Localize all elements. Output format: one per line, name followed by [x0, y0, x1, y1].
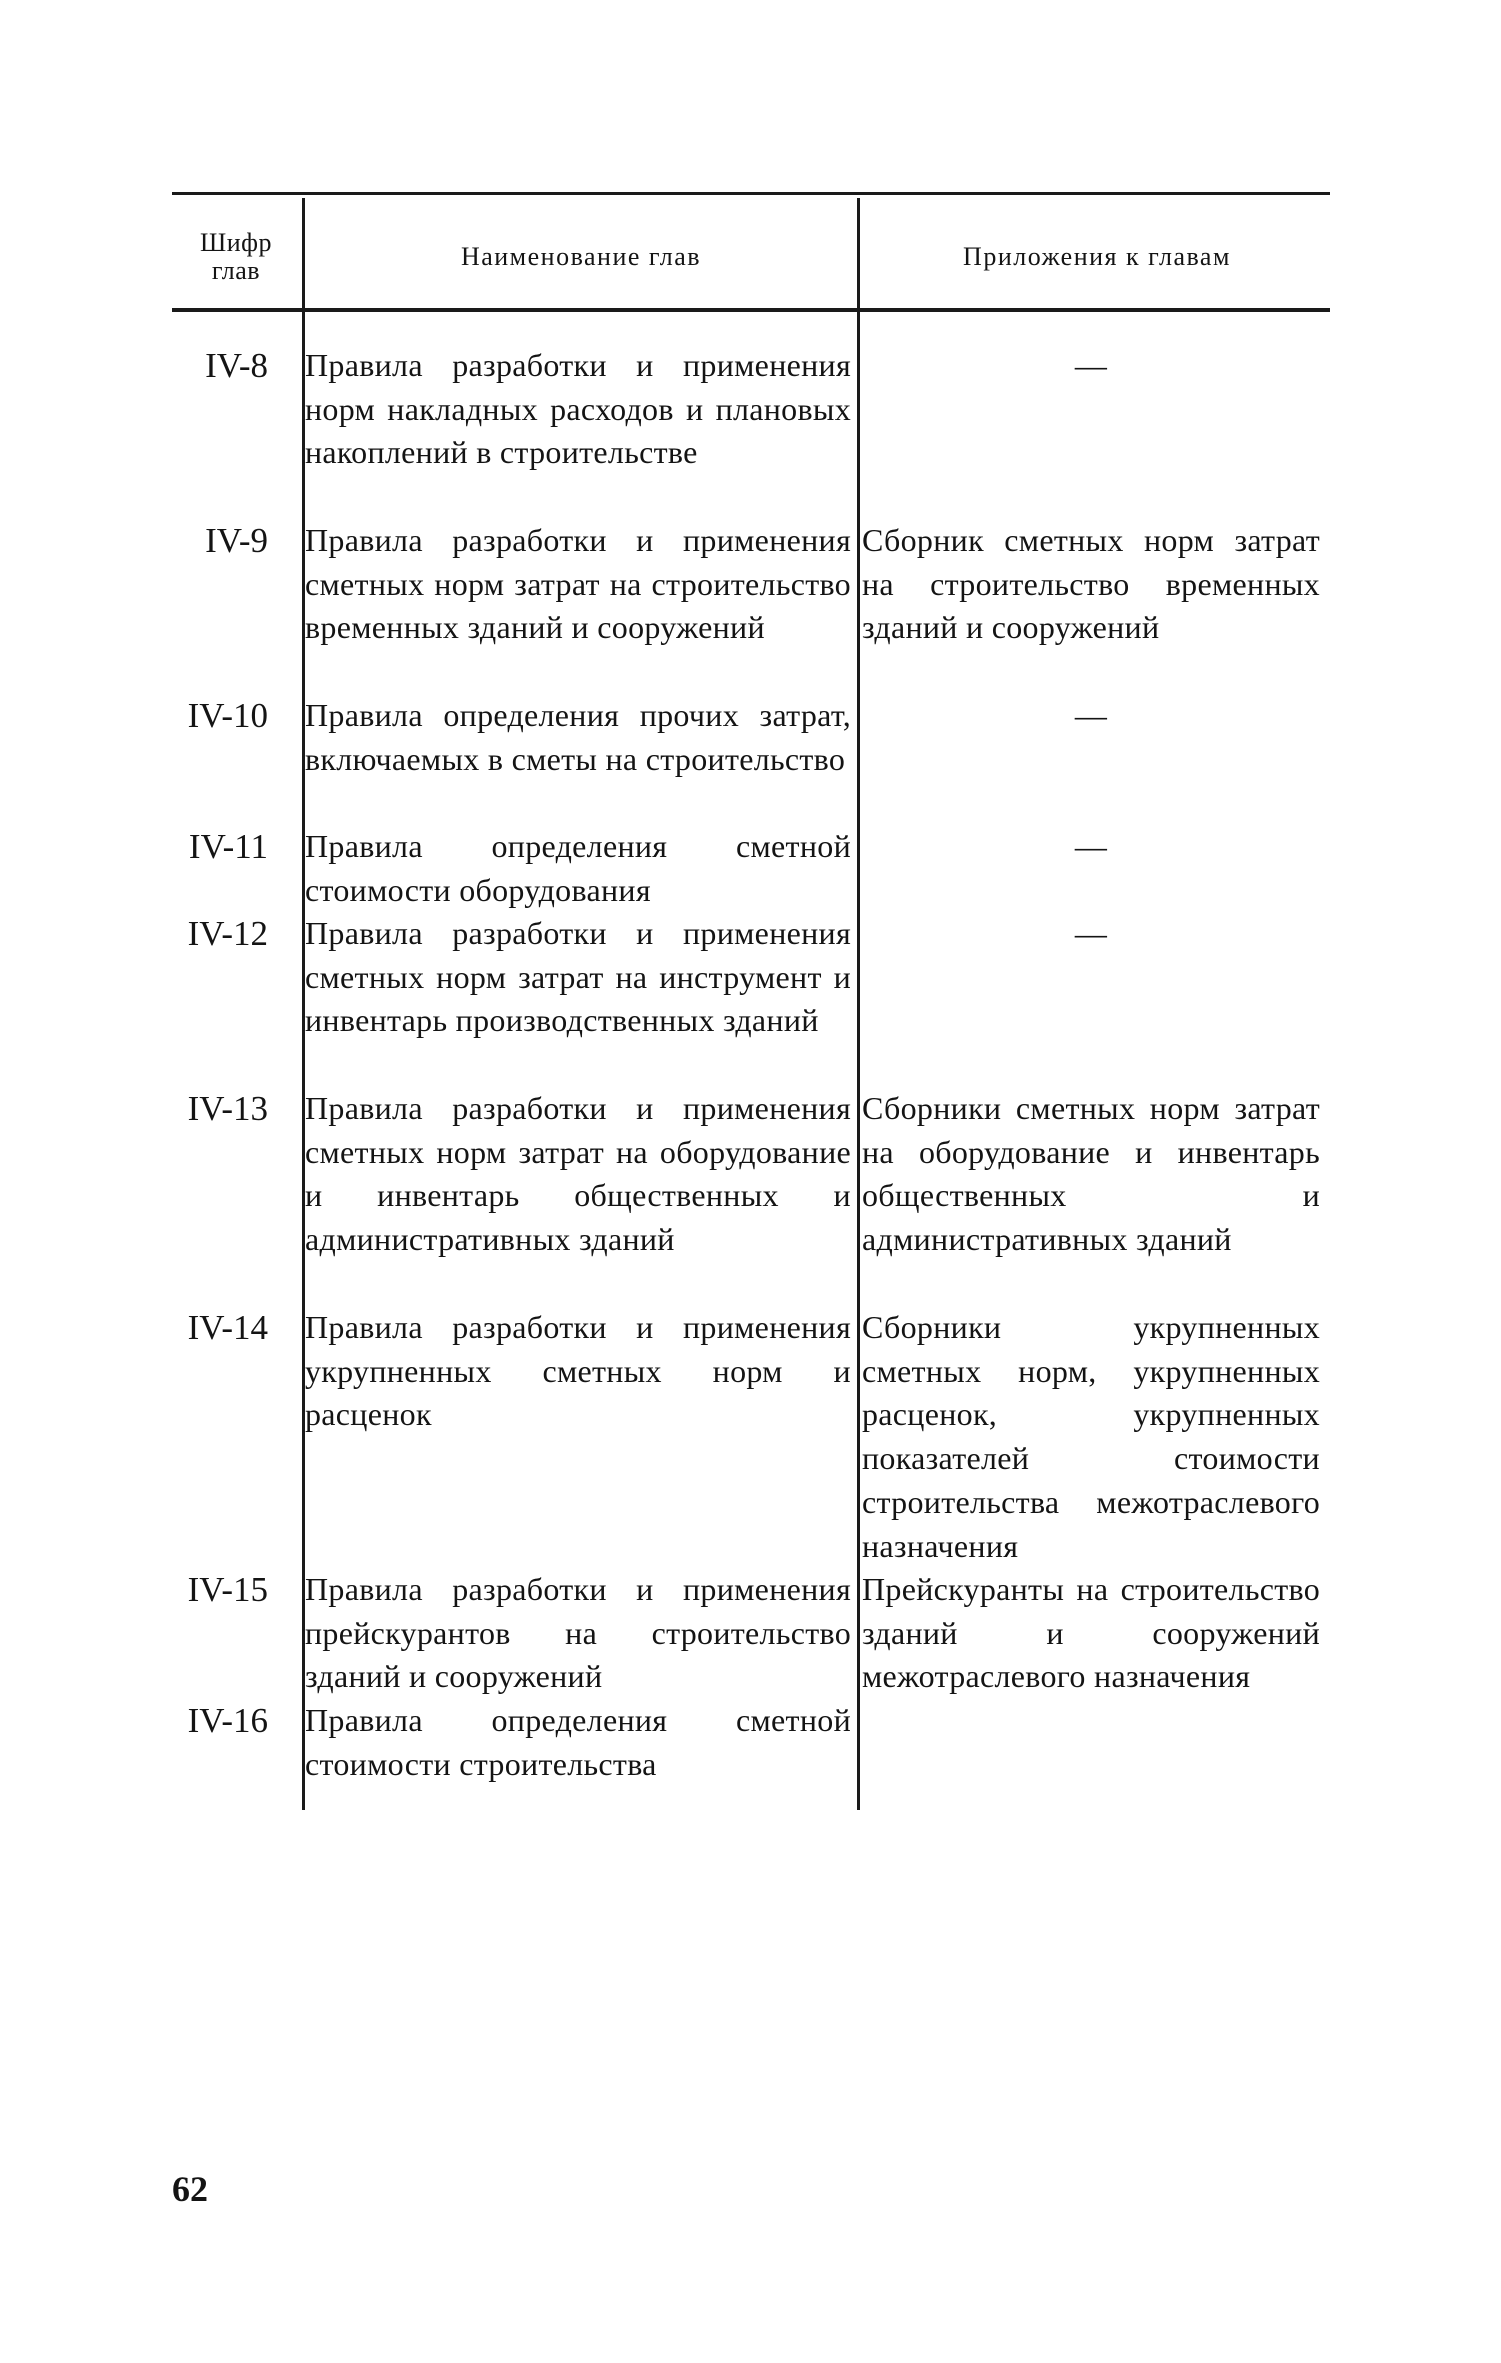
header-name: Наименование глав — [460, 242, 702, 271]
page-number: 62 — [172, 2169, 208, 2209]
table-row — [172, 344, 1330, 519]
chapter-name: Правила разработки и применения прейскурантов на строительство зданий и сооружений — [305, 1571, 851, 1695]
table-row — [172, 1087, 1330, 1306]
table-row — [172, 1306, 1330, 1568]
chapter-code: IV-10 — [187, 696, 268, 735]
chapter-appendix: Прейскуранты на строительство зданий и сооружений межотраслевого назначения — [862, 1571, 1320, 1695]
chapter-appendix: — — [1074, 828, 1108, 864]
table-top-rule — [172, 192, 1330, 195]
chapter-code: IV-16 — [187, 1701, 268, 1740]
table-row — [172, 825, 1330, 912]
table-row — [172, 1568, 1330, 1699]
chapter-code: IV-14 — [187, 1308, 268, 1347]
chapter-appendix: Сборник сметных норм затрат на строительство временных зданий и сооружений — [862, 522, 1320, 646]
chapter-code: IV-8 — [205, 346, 268, 385]
chapter-appendix: Сборники сметных норм затрат на оборудование и инвентарь общественных и административных зданий — [862, 1090, 1320, 1258]
chapter-appendix: — — [1074, 697, 1108, 733]
chapter-name: Правила определения сметной стоимости строительства — [305, 1702, 851, 1782]
chapter-code: IV-13 — [187, 1089, 268, 1128]
table-row — [172, 1699, 1330, 1789]
header-bottom-rule — [172, 308, 1330, 312]
chapter-code: IV-11 — [188, 827, 268, 866]
chapter-name: Правила разработки и применения сметных норм затрат на оборудование и инвентарь общественных и административных зданий — [305, 1090, 851, 1258]
table-row — [172, 912, 1330, 1087]
table-body — [172, 344, 1330, 1789]
chapter-name: Правила определения прочих затрат, включаемых в сметы на строительство — [305, 697, 851, 777]
chapter-appendix: — — [1074, 915, 1108, 951]
chapter-name: Правила разработки и применения сметных норм затрат на инструмент и инвентарь производственных зданий — [305, 915, 851, 1039]
chapter-appendix: — — [1074, 347, 1108, 383]
chapter-appendix: Сборники укрупненных сметных норм, укрупненных расценок, укрупненных показателей стоимости строительства межотраслевого назначения — [862, 1309, 1320, 1564]
chapter-code: IV-15 — [187, 1570, 268, 1609]
chapter-name: Правила разработки и применения норм накладных расходов и плановых накоплений в строительстве — [305, 347, 851, 471]
table-row — [172, 694, 1330, 825]
chapter-name: Правила разработки и применения укрупненных сметных норм и расценок — [305, 1309, 851, 1433]
chapter-name: Правила определения сметной стоимости оборудования — [305, 828, 851, 908]
header-code: Шифр глав — [200, 228, 272, 285]
table-row — [172, 519, 1330, 694]
chapter-code: IV-9 — [205, 521, 268, 560]
chapter-code: IV-12 — [187, 914, 268, 953]
header-appendix: Приложения к главам — [963, 242, 1231, 271]
chapter-name: Правила разработки и применения сметных норм затрат на строительство временных зданий и сооружений — [305, 522, 851, 646]
